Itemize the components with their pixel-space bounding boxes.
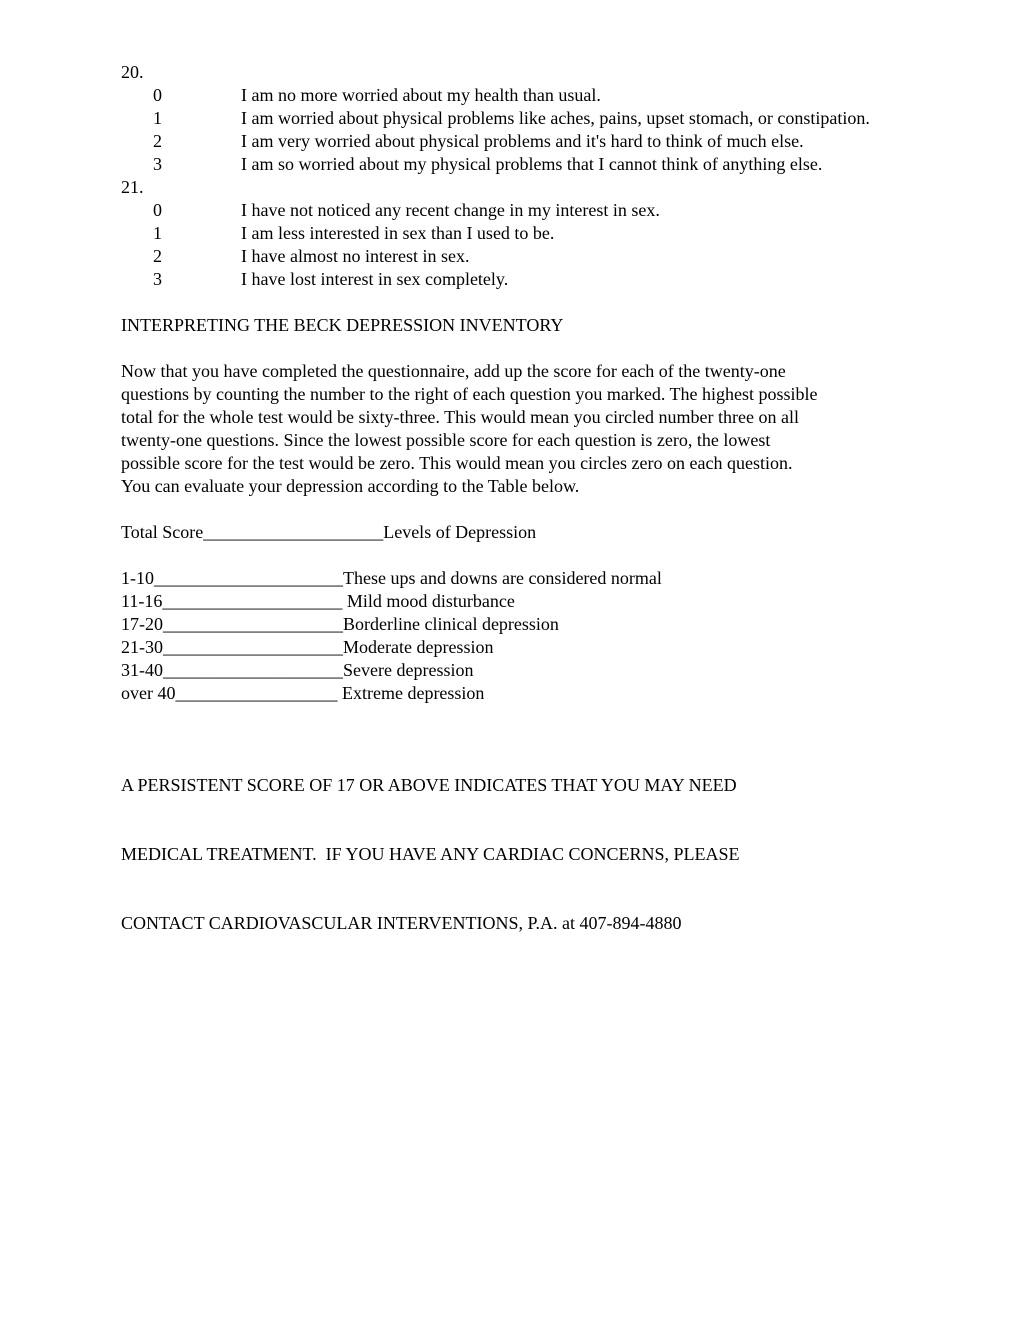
answer-option bbox=[121, 153, 921, 176]
answer-option bbox=[121, 245, 921, 268]
answer-option bbox=[121, 107, 921, 130]
question-20 bbox=[121, 61, 921, 176]
paragraph-line: twenty-one questions. Since the lowest possible score for each question is zero, the lowest bbox=[121, 430, 771, 450]
score-row: 21-30____________________Moderate depression bbox=[121, 637, 494, 657]
option-text: I have almost no interest in sex. bbox=[241, 246, 470, 266]
notice-line: CONTACT CARDIOVASCULAR INTERVENTIONS, P.A. at 407-894-4880 bbox=[121, 913, 682, 933]
answer-option bbox=[121, 222, 921, 245]
answer-option bbox=[121, 199, 921, 222]
paragraph-line: You can evaluate your depression according to the Table below. bbox=[121, 476, 580, 496]
score-row: 31-40____________________Severe depression bbox=[121, 660, 474, 680]
notice-line: A PERSISTENT SCORE OF 17 OR ABOVE INDICATES THAT YOU MAY NEED bbox=[121, 775, 737, 795]
score-row: over 40__________________ Extreme depression bbox=[121, 683, 485, 703]
treatment-notice bbox=[121, 728, 921, 981]
option-score: 1 bbox=[153, 223, 162, 243]
option-text: I am worried about physical problems like aches, pains, upset stomach, or constipation. bbox=[241, 108, 870, 128]
paragraph-line: Now that you have completed the questionnaire, add up the score for each of the twenty-one bbox=[121, 361, 786, 381]
paragraph-line: total for the whole test would be sixty-three. This would mean you circled number three on all bbox=[121, 407, 799, 427]
option-score: 2 bbox=[153, 246, 162, 266]
question-number: 21. bbox=[121, 177, 144, 197]
option-text: I am very worried about physical problems and it's hard to think of much else. bbox=[241, 131, 804, 151]
option-score: 3 bbox=[153, 154, 162, 174]
score-row: 11-16____________________ Mild mood disturbance bbox=[121, 591, 515, 611]
option-text: I am so worried about my physical problems that I cannot think of anything else. bbox=[241, 154, 823, 174]
option-score: 0 bbox=[153, 85, 162, 105]
option-text: I am less interested in sex than I used to be. bbox=[241, 223, 555, 243]
page-content bbox=[121, 61, 921, 981]
question-21 bbox=[121, 176, 921, 291]
answer-option bbox=[121, 84, 921, 107]
answer-option bbox=[121, 268, 921, 291]
option-score: 0 bbox=[153, 200, 162, 220]
question-number: 20. bbox=[121, 62, 144, 82]
score-row: 17-20____________________Borderline clinical depression bbox=[121, 614, 559, 634]
score-table bbox=[121, 567, 921, 705]
score-row: 1-10_____________________These ups and downs are considered normal bbox=[121, 568, 662, 588]
answer-option bbox=[121, 130, 921, 153]
score-table-header: Total Score____________________Levels of Depression bbox=[121, 522, 537, 542]
option-score: 1 bbox=[153, 108, 162, 128]
option-text: I am no more worried about my health than usual. bbox=[241, 85, 601, 105]
instructions-paragraph bbox=[121, 360, 911, 498]
section-heading: INTERPRETING THE BECK DEPRESSION INVENTORY bbox=[121, 315, 564, 335]
option-text: I have lost interest in sex completely. bbox=[241, 269, 509, 289]
option-score: 3 bbox=[153, 269, 162, 289]
paragraph-line: possible score for the test would be zero. This would mean you circles zero on each question. bbox=[121, 453, 793, 473]
option-text: I have not noticed any recent change in my interest in sex. bbox=[241, 200, 660, 220]
notice-line: MEDICAL TREATMENT. IF YOU HAVE ANY CARDIAC CONCERNS, PLEASE bbox=[121, 844, 740, 864]
paragraph-line: questions by counting the number to the right of each question you marked. The highest possible bbox=[121, 384, 818, 404]
option-score: 2 bbox=[153, 131, 162, 151]
